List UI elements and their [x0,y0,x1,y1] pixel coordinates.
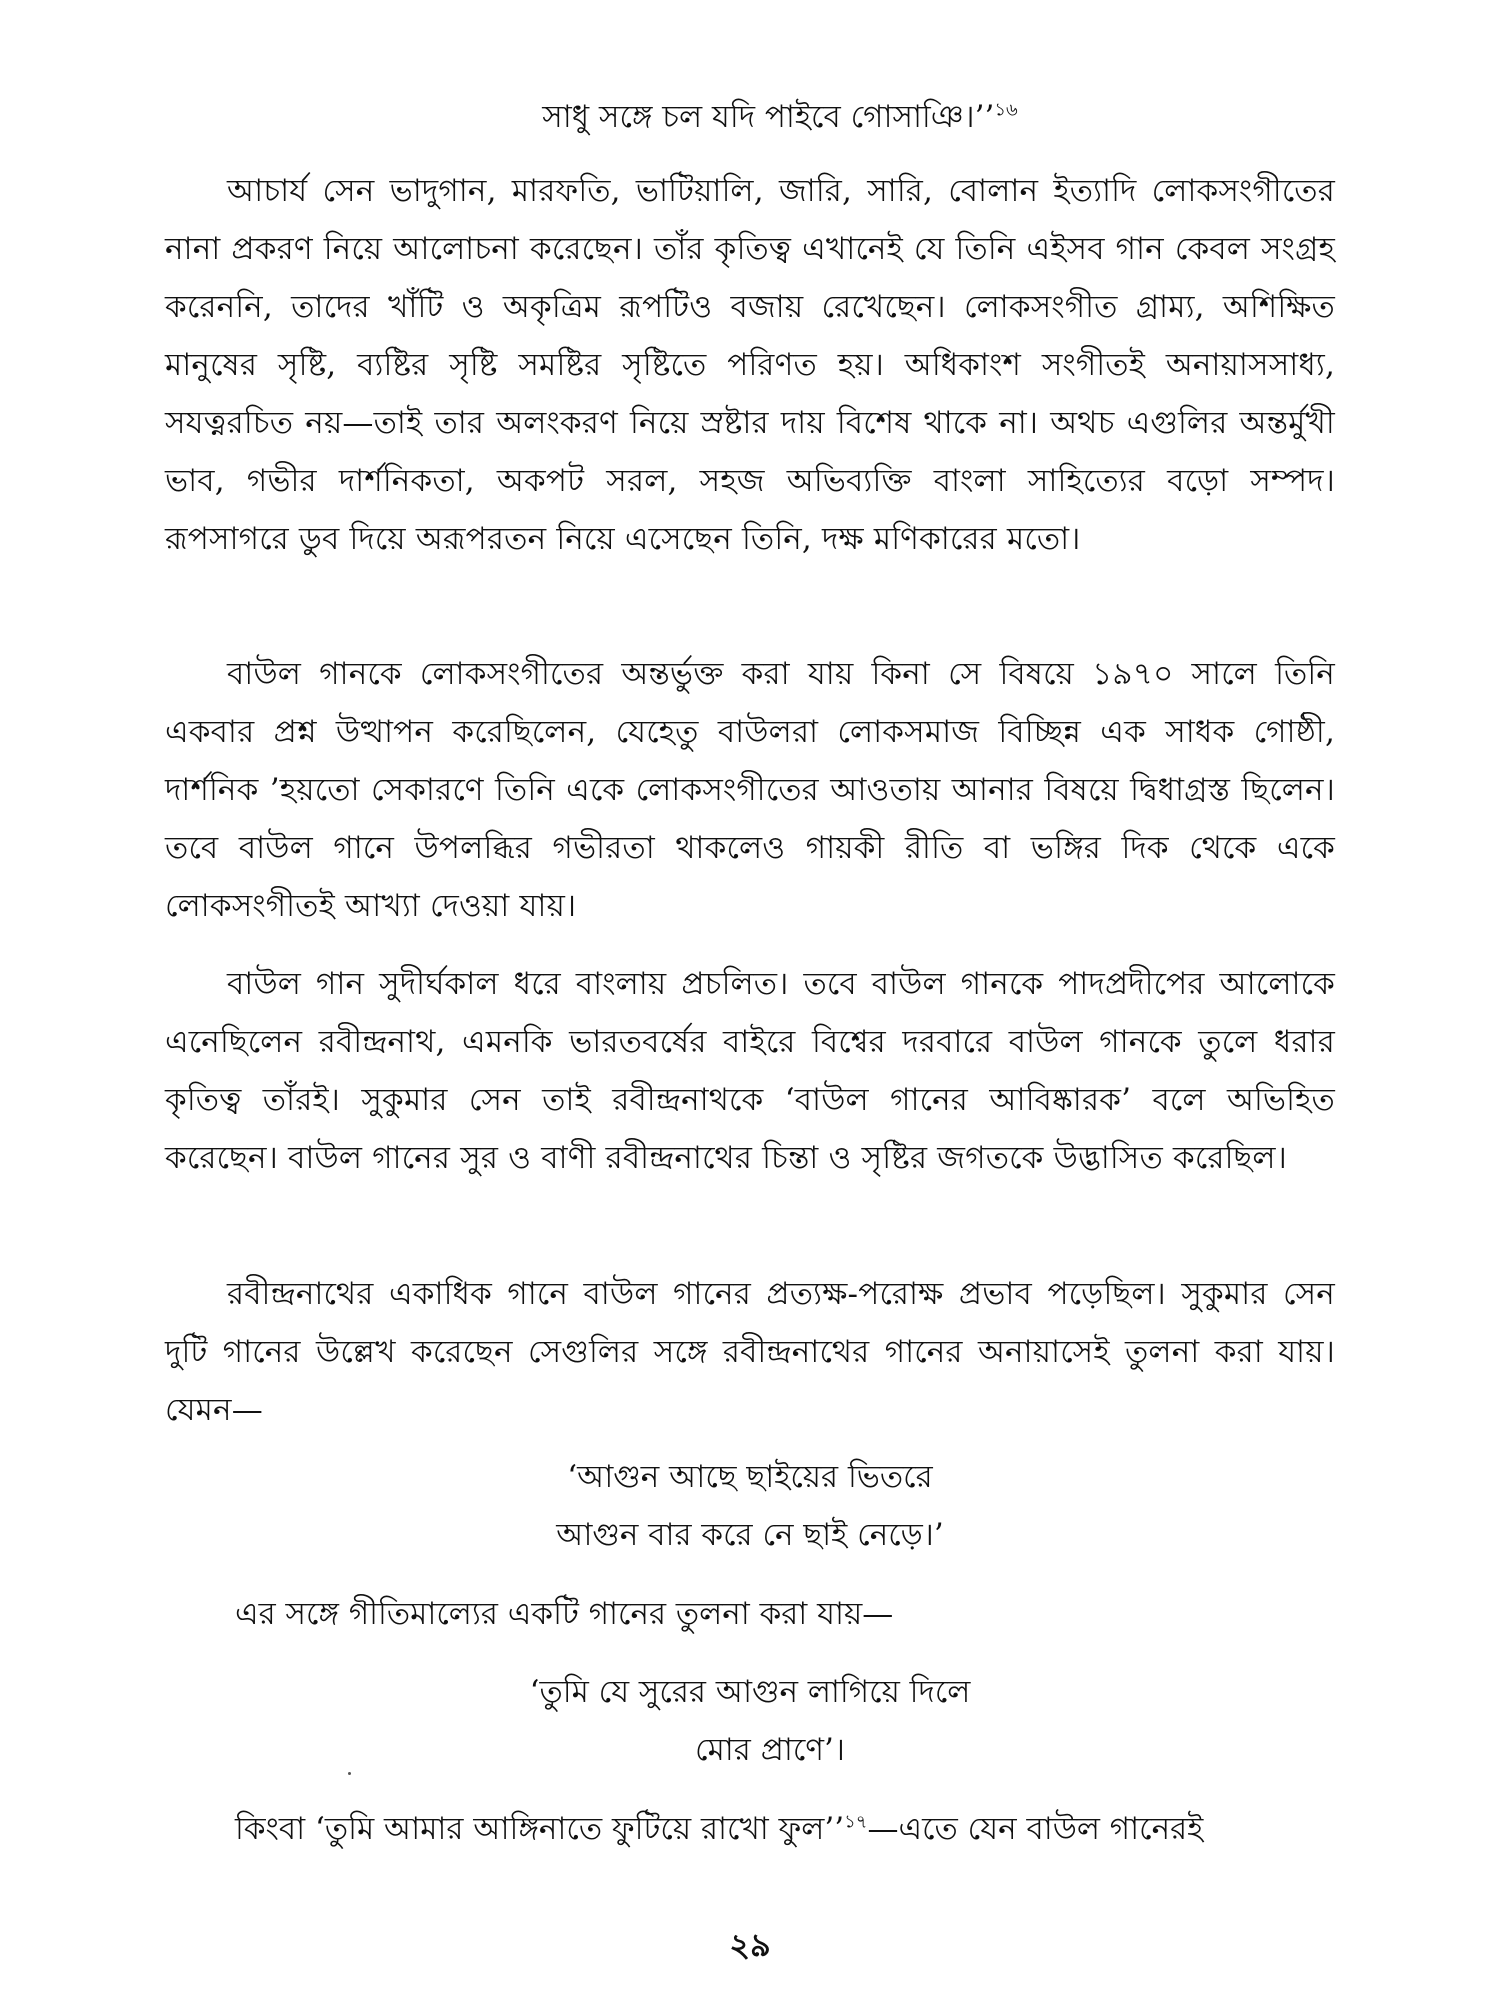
paragraph-baul-tagore: বাউল গান সুদীর্ঘকাল ধরে বাংলায় প্রচলিত। তবে বাউল গানকে পাদপ্রদীপের আলোকে এনেছিলেন রবীন্দ্রনাথ, এমনকি ভারতবর্ষের বাইরে বিশ্বের দরবারে বাউল গানকে তুলে ধরার কৃতিত্ব তাঁরই। সুকুমার সেন তাই রবীন্দ্রনাথকে ‘বাউল গানের আবিষ্কারক’ বলে অভিহিত করেছেন। বাউল গানের সুর ও বাণী রবীন্দ্রনাথের চিন্তা ও সৃষ্টির জগতকে উদ্ভাসিত করেছিল। [165,966,1335,1176]
scan-speck [348,1772,351,1775]
verse-two-line-one: ‘তুমি যে সুরের আগুন লাগিয়ে দিলে [529,1674,971,1710]
page-number: ২৯ [729,1926,771,1964]
paragraph-gitimalya-compare: এর সঙ্গে গীতিমাল্যের একটি গানের তুলনা করা যায়— [235,1596,894,1632]
closing-line-start: কিংবা ‘তুমি আমার আঙ্গিনাতে ফুটিয়ে রাখো ফুল’’ [235,1811,845,1847]
paragraph-folk-songs: আচার্য সেন ভাদুগান, মারফতি, ভাটিয়ালি, জারি, সারি, বোলান ইত্যাদি লোকসংগীতের নানা প্রকরণ নিয়ে আলোচনা করেছেন। তাঁর কৃতিত্ব এখানেই যে তিনি এইসব গান কেবল সংগ্রহ করেননি, তাদের খাঁটি ও অকৃত্রিম রূপটিও বজায় রেখেছেন। লোকসংগীত গ্রাম্য, অশিক্ষিত মানুষের সৃষ্টি, ব্যষ্টির সৃষ্টি সমষ্টির সৃষ্টিতে পরিণত হয়। অধিকাংশ সংগীতই অনায়াসসাধ্য, সযত্নরচিত নয়—তাই তার অলংকরণ নিয়ে স্রষ্টার দায় বিশেষ থাকে না। অথচ এগুলির অন্তর্মুখী ভাব, গভীর দার্শনিকতা, অকপট সরল, সহজ অভিব্যক্তি বাংলা সাহিত্যের বড়ো সম্পদ। রূপসাগরে ডুব দিয়ে অরূপরতন নিয়ে এসেছেন তিনি, দক্ষ মণিকারের মতো। [165,173,1335,557]
paragraph-closing-line [165,1800,1335,1858]
paragraph-baul-classification: বাউল গানকে লোকসংগীতের অন্তর্ভুক্ত করা যায় কিনা সে বিষয়ে ১৯৭০ সালে তিনি একবার প্রশ্ন উত্থাপন করেছিলেন, যেহেতু বাউলরা লোকসমাজ বিচ্ছিন্ন এক সাধক গোষ্ঠী, দার্শনিক ’হয়তো সেকারণে তিনি একে লোকসংগীতের আওতায় আনার বিষয়ে দ্বিধাগ্রস্ত ছিলেন। তবে বাউল গানে উপলব্ধির গভীরতা থাকলেও গায়কী রীতি বা ভঙ্গির দিক থেকে একে লোকসংগীতই আখ্যা দেওয়া যায়। [165,656,1335,924]
top-verse-line [165,88,1335,146]
paragraph-tagore-influence: রবীন্দ্রনাথের একাধিক গানে বাউল গানের প্রত্যক্ষ-পরোক্ষ প্রভাব পড়েছিল। সুকুমার সেন দুটি গানের উল্লেখ করেছেন সেগুলির সঙ্গে রবীন্দ্রনাথের গানের অনায়াসেই তুলনা করা যায়। যেমন— [165,1276,1335,1428]
verse-two-line-two: মোর প্রাণে’। [695,1732,845,1768]
verse-one-line-two: আগুন বার করে নে ছাই নেড়ে।’ [556,1517,944,1553]
footnote-ref-17: ১৭ [844,1811,868,1833]
footnote-ref-16: ১৬ [994,99,1018,121]
closing-line-end: —এতে যেন বাউল গানেরই [867,1811,1204,1847]
top-verse-text: সাধু সঙ্গে চল যদি পাইবে গোসাঞি।’’ [542,99,995,135]
verse-one-line-one: ‘আগুন আছে ছাইয়ের ভিতরে [567,1459,933,1495]
